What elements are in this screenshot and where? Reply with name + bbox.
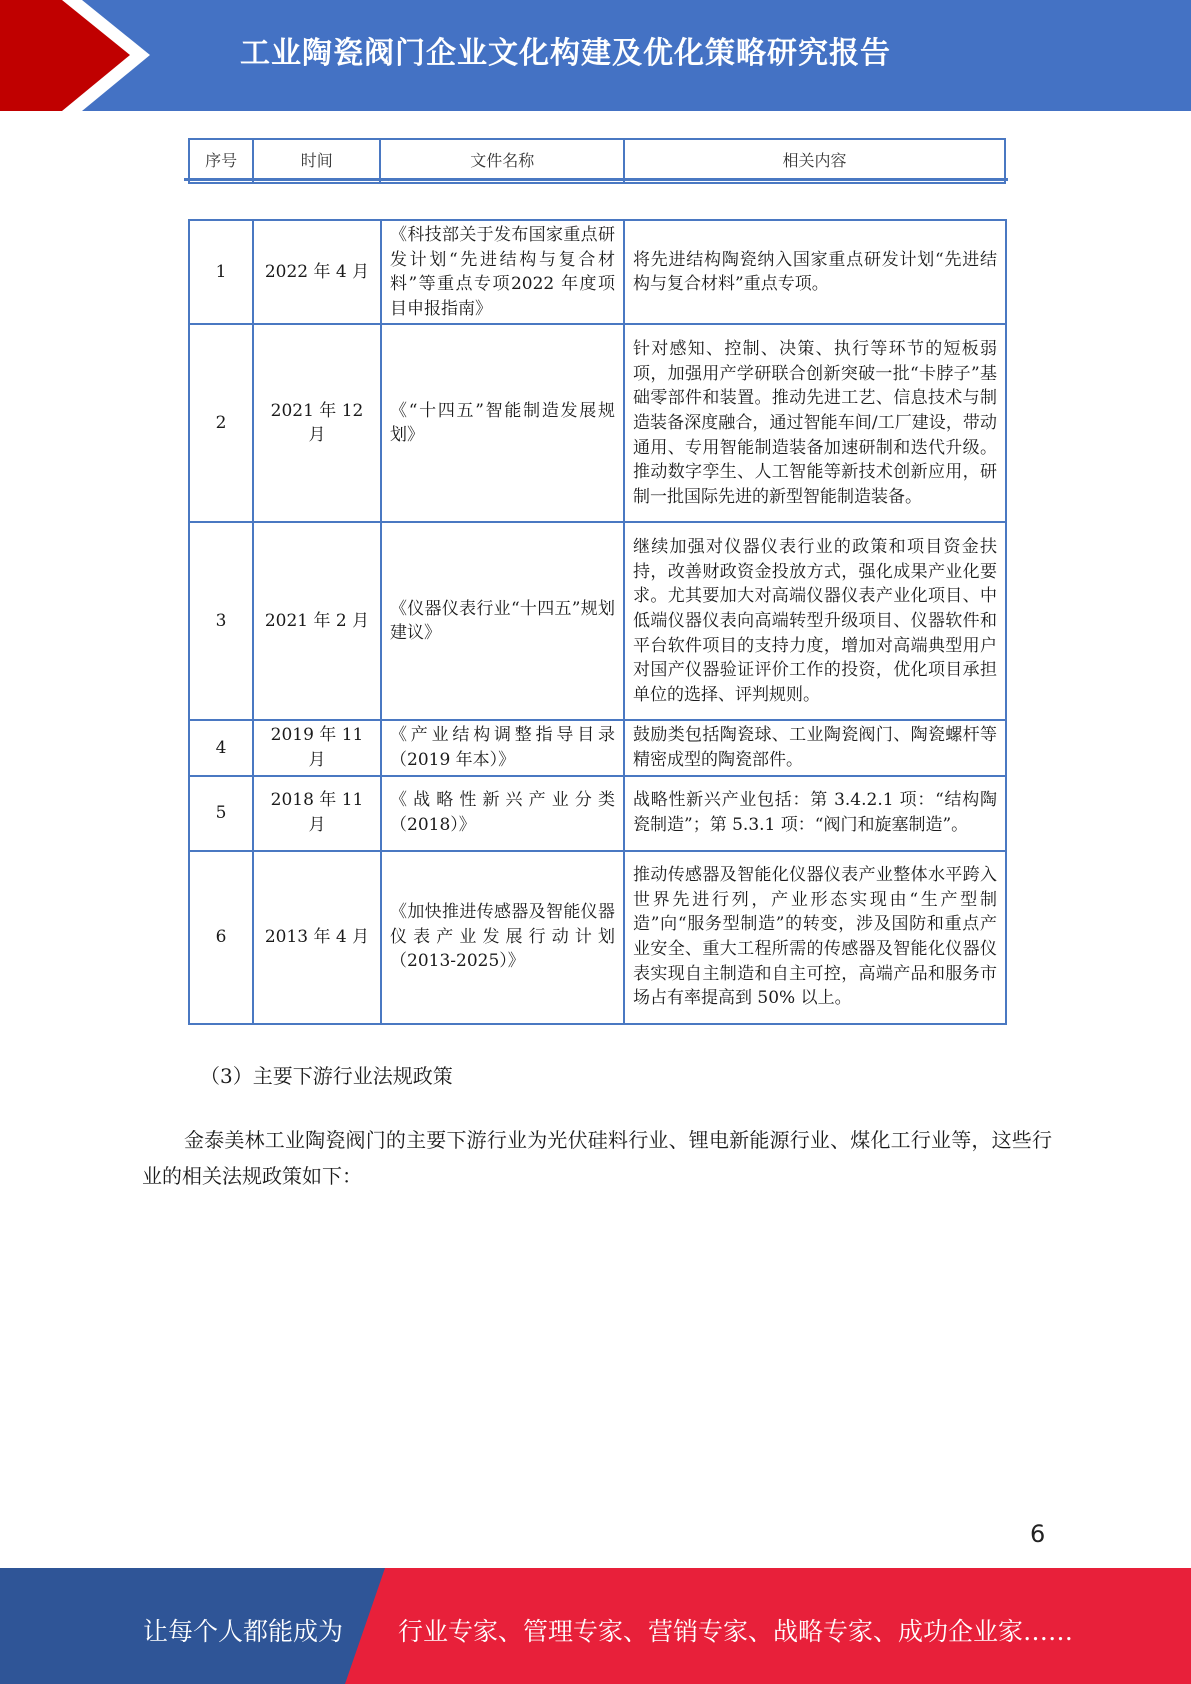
body-paragraph: 金泰美林工业陶瓷阀门的主要下游行业为光伏硅料行业、锂电新能源行业、煤化工行业等，这些行业的相关法规政策如下： (142, 1128, 1052, 1188)
row-date: 2021 年 12 月 (253, 324, 381, 522)
row-doc: 《“十四五”智能制造发展规划》 (381, 324, 624, 522)
column-header-date: 时间 (253, 139, 380, 183)
table-row (189, 324, 1006, 522)
report-title: 工业陶瓷阀门企业文化构建及优化策略研究报告 (240, 36, 891, 71)
row-content: 鼓励类包括陶瓷球、工业陶瓷阀门、陶瓷螺杆等精密成型的陶瓷部件。 (624, 720, 1006, 775)
row-doc: 《产业结构调整指导目录（2019 年本）》 (381, 720, 624, 775)
table-row (189, 851, 1006, 1024)
table-row (189, 220, 1006, 324)
row-content: 战略性新兴产业包括：第 3.4.2.1 项：“结构陶瓷制造”；第 5.3.1 项：“阀门和旋塞制造”。 (624, 776, 1006, 851)
footer-slogan-left: 让每个人都能成为 (143, 1617, 344, 1646)
row-content: 将先进结构陶瓷纳入国家重点研发计划“先进结构与复合材料”重点专项。 (624, 220, 1006, 324)
page-footer (0, 1568, 1191, 1684)
row-no: 1 (189, 220, 253, 324)
table-header-underline (184, 178, 1008, 181)
row-date: 2022 年 4 月 (253, 220, 381, 324)
table-row (189, 720, 1006, 775)
table-row (189, 776, 1006, 851)
row-date: 2018 年 11 月 (253, 776, 381, 851)
row-no: 5 (189, 776, 253, 851)
page-number: 6 (1030, 1520, 1046, 1548)
row-content: 继续加强对仪器仪表行业的政策和项目资金扶持，改善财政资金投放方式，强化成果产业化要求。尤其要加大对高端仪器仪表产业化项目、中低端仪器仪表向高端转型升级项目、仪器软件和平台软件项目的支持力度，增加对高端典型用户对国产仪器验证评价工作的投资，优化项目承担单位的选择、评判规则。 (624, 522, 1006, 720)
row-date: 2013 年 4 月 (253, 851, 381, 1024)
row-date: 2021 年 2 月 (253, 522, 381, 720)
row-doc: 《加快推进传感器及智能仪器仪表产业发展行动计划（2013-2025）》 (381, 851, 624, 1024)
row-doc: 《科技部关于发布国家重点研发计划“先进结构与复合材料”等重点专项2022 年度项目申报指南》 (381, 220, 624, 324)
row-date: 2019 年 11 月 (253, 720, 381, 775)
row-no: 6 (189, 851, 253, 1024)
row-content: 推动传感器及智能化仪器仪表产业整体水平跨入世界先进行列，产业形态实现由“生产型制造”向“服务型制造”的转变，涉及国防和重点产业安全、重大工程所需的传感器及智能化仪器仪表实现自主制造和自主可控，高端产品和服务市场占有率提高到 50% 以上。 (624, 851, 1006, 1024)
row-no: 3 (189, 522, 253, 720)
row-content: 针对感知、控制、决策、执行等环节的短板弱项，加强用产学研联合创新突破一批“卡脖子”基础零部件和装置。推动先进工艺、信息技术与制造装备深度融合，通过智能车间/工厂建设，带动通用、专用智能制造装备加速研制和迭代升级。推动数字孪生、人工智能等新技术创新应用，研制一批国际先进的新型智能制造装备。 (624, 324, 1006, 522)
page-header (0, 0, 1191, 111)
row-no: 2 (189, 324, 253, 522)
row-doc: 《战略性新兴产业分类（2018）》 (381, 776, 624, 851)
column-header-doc: 文件名称 (380, 139, 624, 183)
row-no: 4 (189, 720, 253, 775)
column-header-content: 相关内容 (624, 139, 1005, 183)
footer-slogan-right: 行业专家、管理专家、营销专家、战略专家、成功企业家…… (398, 1617, 1074, 1646)
column-header-no: 序号 (189, 139, 253, 183)
row-doc: 《仪器仪表行业“十四五”规划建议》 (381, 522, 624, 720)
section-heading: （3）主要下游行业法规政策 (200, 1064, 453, 1088)
table-row (189, 522, 1006, 720)
policy-table (188, 219, 1007, 1025)
